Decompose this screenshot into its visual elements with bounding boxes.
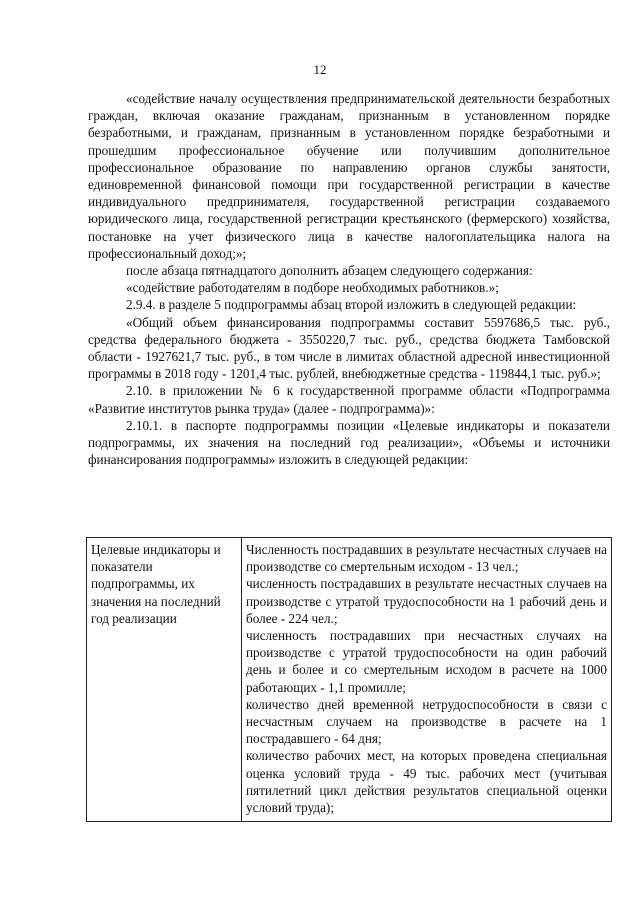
- page-number: 12: [313, 62, 327, 77]
- indicator-value-fatal-injuries: Численность пострадавших в результате несчастных случаев на производстве со смертельным исходом - 13 чел.;: [246, 542, 607, 575]
- indicator-value-assessed-workplaces: количество рабочих мест, на которых проведена специальная оценка условий труда - 49 тыс. рабочих мест (учитывая пятилетний цикл действия результатов специальной оценки условий труда);: [246, 748, 607, 816]
- indicator-value-disability-injuries: численность пострадавших в результате несчастных случаев на производстве с утратой трудоспособности на 1 рабочий день и более - 224 чел.;: [246, 576, 607, 626]
- subprogram-indicators-table: [86, 537, 612, 822]
- indicator-values-cell: [242, 538, 612, 822]
- table-row: [87, 538, 612, 822]
- body-text: [88, 90, 610, 468]
- indicator-value-disability-days: количество дней временной нетрудоспособности в связи с несчастным случаем на производстве в расчете на 1 пострадавшего - 64 дня;: [246, 696, 607, 747]
- indicator-value-per-thousand-rate: численность пострадавших при несчастных случаях на производстве с утратой трудоспособности на один рабочий день и более и со смертельным исходом в расчете на 1000 работающих - 1,1 промилле;: [246, 628, 607, 695]
- paragraph-add-after-fifteenth: после абзаца пятнадцатого дополнить абзацем следующего содержания:: [126, 263, 533, 279]
- paragraph-2-9-4: 2.9.4. в разделе 5 подпрограммы абзац второй изложить в следующей редакции:: [126, 297, 577, 313]
- paragraph-entrepreneurship-support: «содействие началу осуществления предпринимательской деятельности безработных граждан, включая оказание гражданам, признанным в установленном порядке безработными, и гражданам, признанным в установленном порядке безработными и прошедшим профессиональное обучение или получившим дополнительное профессиональное образование по направлению органов службы занятости, единовременной финансовой помощи при государственной регистрации в качестве индивидуального предпринимателя, государственной регистрации создаваемого юридического лица, государственной регистрации крестьянского (фермерского) хозяйства, постановке на учет физического лица в качестве налогоплательщика налога на профессиональный доход;»;: [88, 91, 610, 261]
- paragraph-financing-volume: «Общий объем финансирования подпрограммы составит 5597686,5 тыс. руб., средства федерального бюджета - 3550220,7 тыс. руб., средства бюджета Тамбовской области - 1927621,7 тыс. руб., в том числе в лимитах областной адресной инвестиционной программы в 2018 году - 1201,4 тыс. рублей, внебюджетные средства - 119844,1 тыс. руб.»;: [88, 314, 610, 382]
- paragraph-2-10: 2.10. в приложении № 6 к государственной программе области «Подпрограмма «Развитие институтов рынка труда» (далее - подпрограмма)»:: [88, 383, 610, 416]
- paragraph-2-10-1: 2.10.1. в паспорте подпрограммы позиции «Целевые индикаторы и показатели подпрограммы, их значения на последний год реализации», «Объемы и источники финансирования подпрограммы» изложить в следующей редакции:: [88, 417, 610, 468]
- indicator-label-cell: Целевые индикаторы и показатели подпрограммы, их значения на последний год реализации: [87, 538, 242, 822]
- paragraph-employer-assistance: «содействие работодателям в подборе необходимых работников.»;: [126, 280, 499, 296]
